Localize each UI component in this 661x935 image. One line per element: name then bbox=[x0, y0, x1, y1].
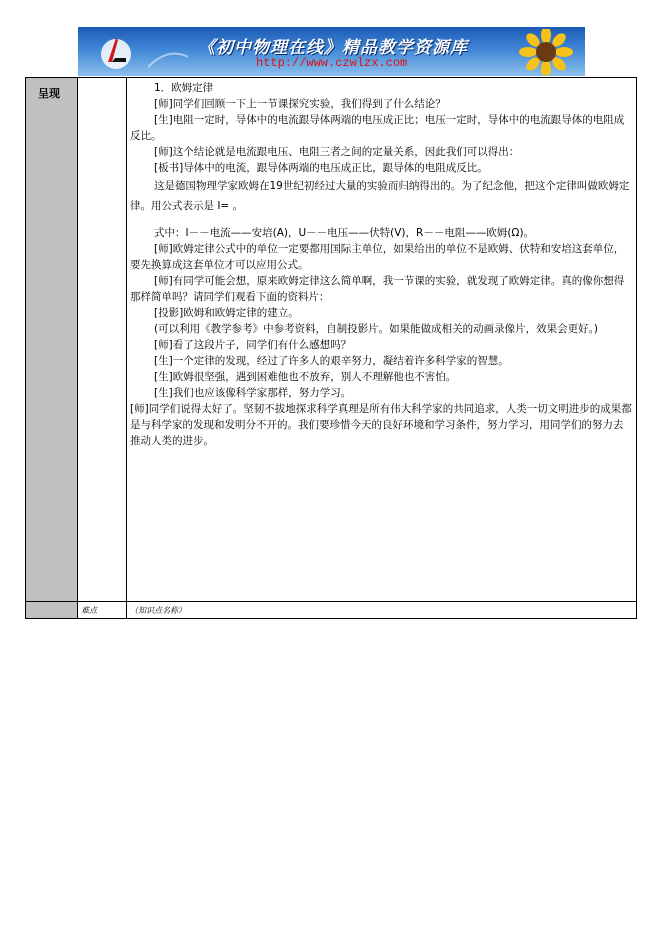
table-row-presentation bbox=[26, 78, 637, 602]
paragraph: 式中：I－－电流——安培(A)，U－－电压——伏特(V)，R－－电阻——欧姆(Ω)。 bbox=[154, 227, 535, 239]
table-row-difficulty bbox=[26, 602, 637, 619]
wave-decoration-icon bbox=[148, 27, 188, 76]
banner-title: 《初中物理在线》精品教学资源库 bbox=[198, 38, 468, 58]
difficulty-value: （知识点名称） bbox=[130, 606, 186, 615]
logo-icon bbox=[96, 32, 136, 72]
paragraph: [生]一个定律的发现，经过了许多人的艰辛努力，凝结着许多科学家的智慧。 bbox=[154, 355, 509, 367]
content-cell bbox=[127, 78, 637, 602]
lesson-content bbox=[127, 78, 636, 449]
paragraph: [师]同学们回顾一下上一节课探究实验，我们得到了什么结论？ bbox=[154, 98, 446, 110]
paragraph: [师]有同学可能会想，原来欧姆定律这么简单啊，我一节课的实验，就发现了欧姆定律。真的像你想得那样简单吗？请同学们观看下面的资料片： bbox=[130, 275, 625, 303]
paragraph: [生]我们也应该像科学家那样，努力学习。 bbox=[154, 387, 352, 399]
paragraph: [生]欧姆很坚强，遇到困难他也不放弃，别人不理解他也不害怕。 bbox=[154, 371, 457, 383]
paragraph: [师]这个结论就是电流跟电压、电阻三者之间的定量关系，因此我们可以得出： bbox=[154, 146, 520, 158]
paragraph: [投影]欧姆和欧姆定律的建立。 bbox=[154, 307, 299, 319]
paragraph: [师]同学们说得太好了。坚韧不拔地探求科学真理是所有伟大科学家的共同追求，人类一切文明进步的成果都是与科学家的发现和发明分不开的。我们要珍惜今天的良好环境和学习条件，努力学习，用同学们的努力去推动人类的进步。 bbox=[130, 403, 632, 447]
row-label-cell bbox=[26, 602, 78, 619]
paragraph: (可以利用《教学参考》中参考资料，自制投影片。如果能做成相关的动画录像片，效果会更好。) bbox=[154, 323, 598, 335]
blank-cell bbox=[78, 78, 127, 602]
row-label: 呈现 bbox=[38, 87, 60, 100]
lesson-table bbox=[25, 77, 637, 619]
difficulty-label-cell bbox=[78, 602, 127, 619]
difficulty-value-cell bbox=[127, 602, 637, 619]
banner-url[interactable]: http://www.czwlzx.com bbox=[256, 56, 408, 70]
paragraph: [师]看了这段片子，同学们有什么感想吗？ bbox=[154, 339, 352, 351]
section-heading: 1．欧姆定律 bbox=[154, 82, 214, 94]
sunflower-icon bbox=[511, 29, 581, 75]
difficulty-label: 难点 bbox=[81, 606, 97, 615]
header-banner bbox=[78, 27, 585, 76]
paragraph: [板书]导体中的电流，跟导体两端的电压成正比，跟导体的电阻成反比。 bbox=[154, 162, 488, 174]
paragraph: [生]电阻一定时，导体中的电流跟导体两端的电压成正比；电压一定时，导体中的电流跟导体的电阻成反比。 bbox=[130, 114, 625, 142]
formula-paragraph: 这是德国物理学家欧姆在19世纪初经过大量的实验而归纳得出的。为了纪念他，把这个定律叫做欧姆定律。用公式表示是 I= 。 bbox=[130, 180, 630, 212]
row-label-cell bbox=[26, 78, 78, 602]
paragraph: [师]欧姆定律公式中的单位一定要都用国际主单位，如果给出的单位不是欧姆、伏特和安培这套单位，要先换算成这套单位才可以应用公式。 bbox=[130, 243, 625, 271]
